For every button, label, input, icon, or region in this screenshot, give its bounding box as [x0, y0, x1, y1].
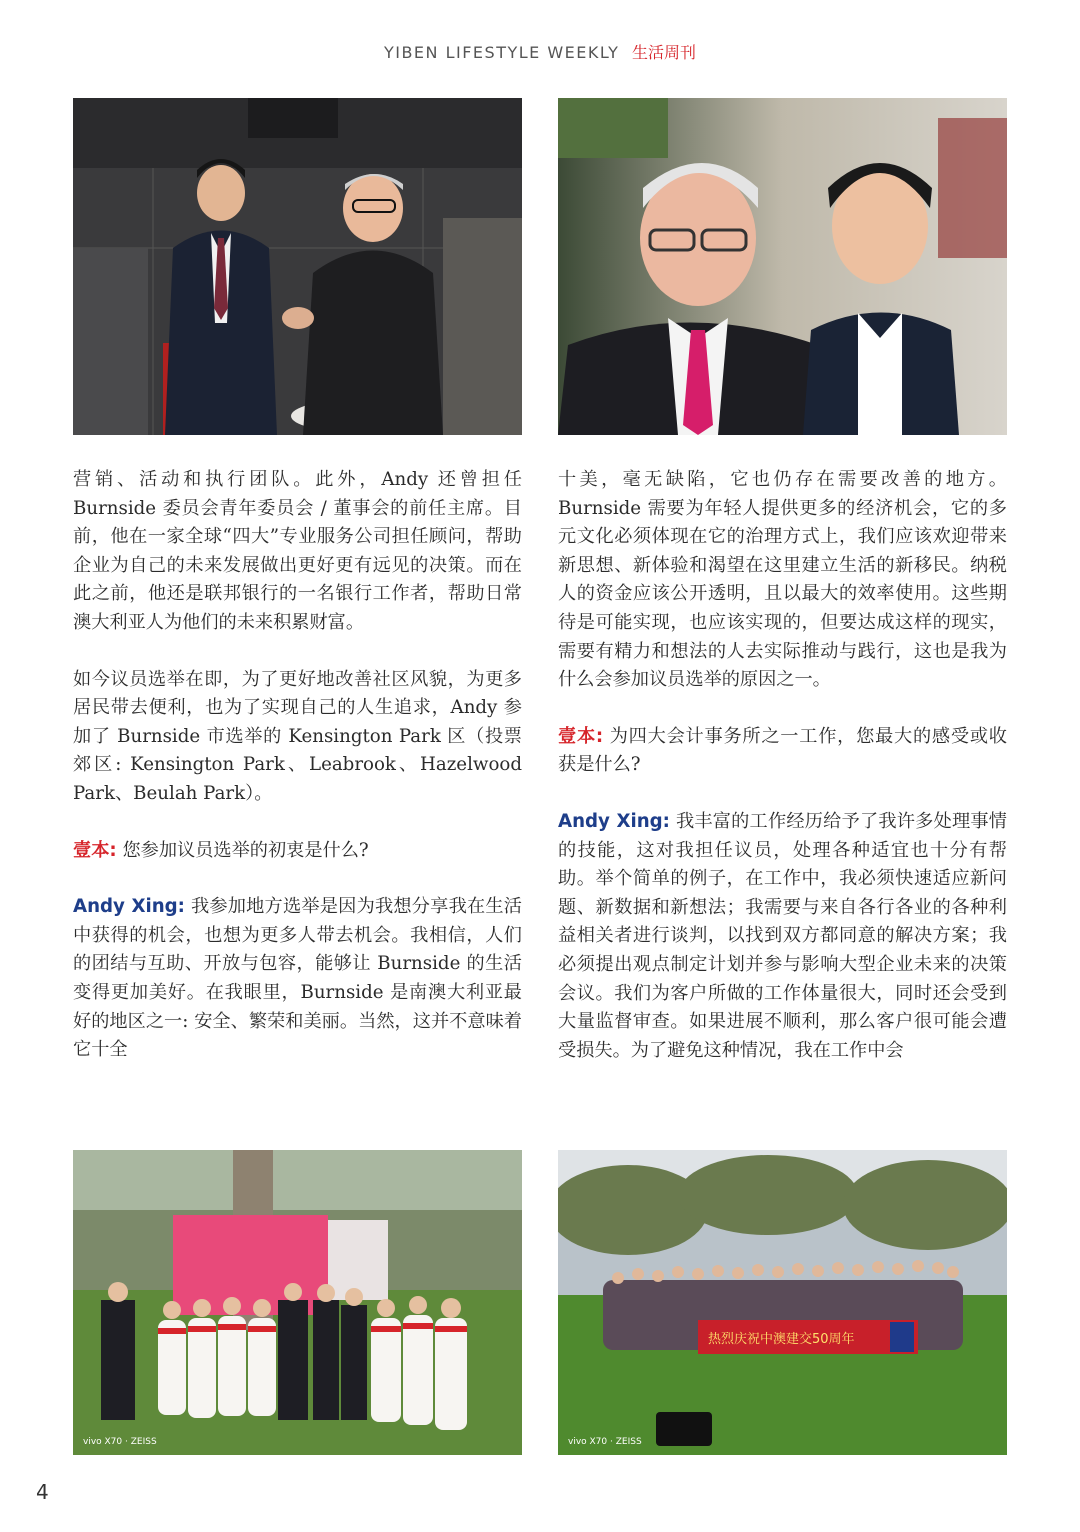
- banner-text: 热烈庆祝中澳建交50周年: [708, 1332, 855, 1347]
- right-paragraph-1: 十美，毫无缺陷，它也仍存在需要改善的地方。Burnside 需要为年轻人提供更多的经济机会，它的多元文化必须体现在它的治理方式上，我们应该欢迎带来新思想、新体验和渴望在这里建立生活的新移民。纳税人的资金应该公开透明，且以最大的效率使用。这些期待是可能实现，也应该实现的，但要达成这样的现实，需要有精力和想法的人去实际推动与践行，这也是我为什么会参加议员选举的原因之一。: [558, 469, 1007, 691]
- masthead: [0, 40, 1080, 63]
- question-label: 壹本:: [73, 839, 117, 861]
- photo-handshake: [73, 98, 522, 435]
- right-column: [558, 466, 1007, 1093]
- photo-celebration-group: [558, 1150, 1007, 1455]
- answer-label: Andy Xing:: [73, 896, 185, 918]
- right-answer: [558, 808, 1007, 1065]
- camera-caption-left: vivo X70 · ZEISS: [83, 1437, 157, 1447]
- photo-choir-group: [73, 1150, 522, 1455]
- question-text: 为四大会计事务所之一工作，您最大的感受或收获是什么?: [558, 725, 1007, 776]
- left-answer: [73, 893, 522, 1065]
- masthead-chinese: 生活周刊: [632, 43, 697, 62]
- camera-caption-right: vivo X70 · ZEISS: [568, 1437, 642, 1447]
- left-paragraph-1: 营销、活动和执行团队。此外，Andy 还曾担任 Burnside 委员会青年委员会 / 董事会的前任主席。目前，他在一家全球“四大”专业服务公司担任顾问，帮助企业为自己的未来发展做出更好更有远见的决策。而在此之前，他还是联邦银行的一名银行工作者，帮助日常澳大利亚人为他们的未来积累财富。: [73, 469, 522, 633]
- right-question: [558, 723, 1007, 780]
- answer-text: 我参加地方选举是因为我想分享我在生活中获得的机会，也想为更多人带去机会。我相信，人们的团结与互助、开放与包容，能够让 Burnside 的生活变得更加美好。在我眼里，Burnside 是南澳大利亚最好的地区之一: 安全、繁荣和美丽。当然，这并不意味着它十全: [73, 896, 522, 1061]
- question-label: 壹本:: [558, 725, 604, 747]
- photo-portrait: [558, 98, 1007, 435]
- page-number: 4: [36, 1480, 49, 1504]
- question-text: 您参加议员选举的初衷是什么?: [122, 839, 369, 861]
- left-column: [73, 466, 522, 1093]
- answer-text: 我丰富的工作经历给予了我许多处理事情的技能，这对我担任议员，处理各种适宜也十分有帮助。举个简单的例子，在工作中，我必须快速适应新问题、新数据和新想法；我需要与来自各行各业的各种利益相关者进行谈判，以找到双方都同意的解决方案；我必须提出观点制定计划并参与影响大型企业未来的决策会议。我们为客户所做的工作体量很大，同时还会受到大量监督审查。如果进展不顺利，那么客户很可能会遭受损失。为了避免这种情况，我在工作中会: [558, 810, 1007, 1061]
- left-question: [73, 837, 522, 866]
- masthead-english: YIBEN LIFESTYLE WEEKLY: [383, 43, 620, 62]
- answer-label: Andy Xing:: [558, 810, 670, 832]
- left-paragraph-2: 如今议员选举在即，为了更好地改善社区风貌，为更多居民带去便利，也为了实现自己的人生追求，Andy 参加了 Burnside 市选举的 Kensington Park 区（投票郊区: Kensington Park、Leabrook、Hazelwood Park、Beulah Park）。: [73, 668, 522, 804]
